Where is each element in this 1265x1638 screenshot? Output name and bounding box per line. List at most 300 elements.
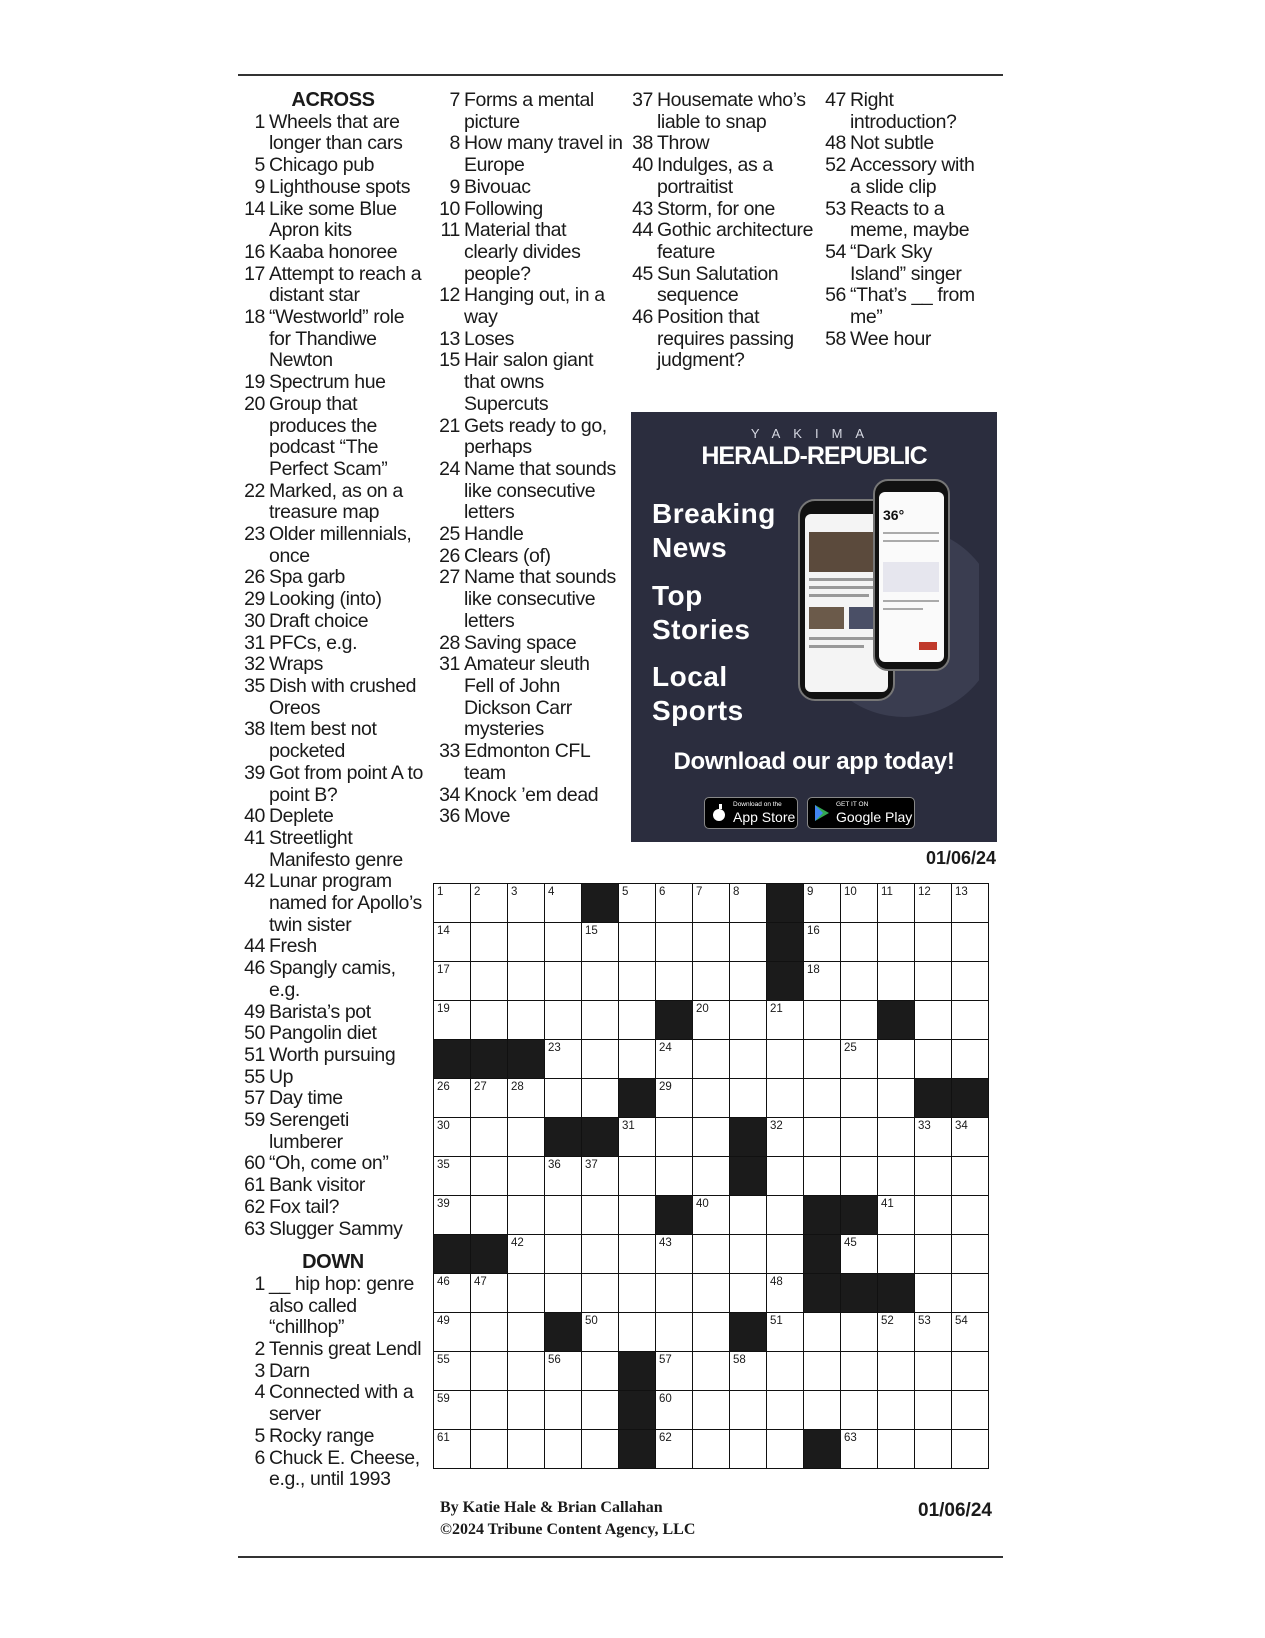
grid-cell[interactable]: [508, 884, 545, 923]
grid-cell[interactable]: [804, 1040, 841, 1079]
grid-cell[interactable]: [619, 1001, 656, 1040]
grid-cell[interactable]: [730, 884, 767, 923]
grid-cell[interactable]: [545, 1430, 582, 1469]
cell-number: 12: [918, 886, 931, 898]
grid-cell[interactable]: [582, 1157, 619, 1196]
clue-text: Indulges, as a portraitist: [657, 154, 773, 198]
grid-cell[interactable]: [841, 1001, 878, 1040]
clue-number: 51: [244, 1043, 265, 1066]
grid-cell[interactable]: [915, 962, 952, 1001]
grid-cell[interactable]: [434, 1391, 471, 1430]
grid-cell[interactable]: [841, 962, 878, 1001]
grid-cell[interactable]: [767, 1352, 804, 1391]
clue-item[interactable]: [243, 264, 423, 307]
grid-cell[interactable]: [730, 1391, 767, 1430]
grid-cell[interactable]: [767, 1079, 804, 1118]
grid-cell[interactable]: [693, 1157, 730, 1196]
grid-cell[interactable]: [915, 923, 952, 962]
grid-cell[interactable]: [545, 1391, 582, 1430]
clue-item[interactable]: [824, 155, 984, 198]
clue-item[interactable]: [243, 936, 423, 958]
grid-cell[interactable]: [878, 1313, 915, 1352]
grid-cell[interactable]: [434, 1001, 471, 1040]
grid-cell[interactable]: [508, 1235, 545, 1274]
grid-cell[interactable]: [878, 1118, 915, 1157]
grid-cell[interactable]: [693, 1079, 730, 1118]
grid-cell[interactable]: [582, 923, 619, 962]
grid-cell[interactable]: [693, 1391, 730, 1430]
clue-item[interactable]: [438, 416, 623, 459]
grid-cell[interactable]: [952, 1235, 989, 1274]
grid-cell[interactable]: [434, 884, 471, 923]
clue-item[interactable]: [243, 1067, 423, 1089]
grid-cell[interactable]: [582, 1352, 619, 1391]
grid-cell[interactable]: [915, 1157, 952, 1196]
clue-item[interactable]: [243, 806, 423, 828]
grid-block: [767, 884, 804, 923]
grid-cell[interactable]: [915, 1118, 952, 1157]
grid-cell[interactable]: [841, 1157, 878, 1196]
grid-cell[interactable]: [730, 1079, 767, 1118]
grid-cell[interactable]: [804, 923, 841, 962]
grid-cell[interactable]: [841, 1079, 878, 1118]
clue-item[interactable]: [243, 676, 423, 719]
grid-cell[interactable]: [767, 1391, 804, 1430]
grid-cell[interactable]: [619, 1274, 656, 1313]
clue-item[interactable]: [243, 1023, 423, 1045]
clue-item[interactable]: [631, 307, 816, 372]
grid-cell[interactable]: [619, 1313, 656, 1352]
grid-cell[interactable]: [619, 1040, 656, 1079]
grid-cell[interactable]: [693, 1430, 730, 1469]
grid-cell[interactable]: [619, 884, 656, 923]
crossword-grid[interactable]: [433, 883, 989, 1469]
grid-cell[interactable]: [582, 1079, 619, 1118]
grid-cell[interactable]: [804, 1157, 841, 1196]
grid-cell[interactable]: [545, 962, 582, 1001]
grid-cell[interactable]: [582, 1001, 619, 1040]
clue-item[interactable]: [243, 828, 423, 871]
grid-cell[interactable]: [841, 1118, 878, 1157]
clue-text: Throw: [657, 132, 710, 155]
clue-item[interactable]: [243, 1175, 423, 1197]
grid-cell[interactable]: [656, 1274, 693, 1313]
grid-cell[interactable]: [841, 1313, 878, 1352]
grid-cell[interactable]: [619, 923, 656, 962]
grid-cell[interactable]: [767, 1040, 804, 1079]
clue-item[interactable]: [243, 155, 423, 177]
clue-number: 26: [439, 544, 460, 567]
grid-cell[interactable]: [545, 1040, 582, 1079]
grid-cell[interactable]: [545, 1001, 582, 1040]
grid-cell[interactable]: [693, 923, 730, 962]
clue-item[interactable]: [438, 741, 623, 784]
grid-cell[interactable]: [730, 1430, 767, 1469]
grid-cell[interactable]: [545, 884, 582, 923]
clue-item[interactable]: [631, 220, 816, 263]
grid-cell[interactable]: [582, 1235, 619, 1274]
clue-text: “Oh, come on”: [269, 1152, 389, 1175]
grid-cell[interactable]: [619, 1118, 656, 1157]
grid-cell[interactable]: [841, 1040, 878, 1079]
clue-number: 27: [439, 566, 460, 589]
clue-item[interactable]: [243, 589, 423, 611]
google-play-button[interactable]: [807, 797, 915, 829]
grid-cell[interactable]: [471, 884, 508, 923]
grid-cell[interactable]: [878, 1352, 915, 1391]
clue-item[interactable]: [438, 177, 623, 199]
grid-cell[interactable]: [508, 1352, 545, 1391]
clue-item[interactable]: [243, 719, 423, 762]
clue-item[interactable]: [631, 90, 816, 133]
grid-cell[interactable]: [952, 1001, 989, 1040]
grid-cell[interactable]: [619, 1235, 656, 1274]
clue-number: 38: [244, 718, 265, 741]
clue-number: 40: [244, 805, 265, 828]
grid-cell[interactable]: [508, 962, 545, 1001]
clue-item[interactable]: [243, 611, 423, 633]
grid-cell[interactable]: [582, 1040, 619, 1079]
clue-number: 37: [632, 89, 653, 111]
grid-cell[interactable]: [545, 1274, 582, 1313]
clue-item[interactable]: [243, 199, 423, 242]
grid-cell[interactable]: [915, 884, 952, 923]
grid-cell[interactable]: [656, 962, 693, 1001]
grid-cell[interactable]: [804, 1001, 841, 1040]
grid-cell[interactable]: [434, 1118, 471, 1157]
grid-cell[interactable]: [582, 1274, 619, 1313]
grid-cell[interactable]: [656, 1040, 693, 1079]
grid-cell[interactable]: [804, 1391, 841, 1430]
grid-cell[interactable]: [656, 1157, 693, 1196]
grid-cell[interactable]: [434, 1079, 471, 1118]
clue-item[interactable]: [438, 133, 623, 176]
clue-item[interactable]: [631, 133, 816, 155]
grid-cell[interactable]: [508, 1079, 545, 1118]
grid-cell[interactable]: [952, 1196, 989, 1235]
grid-cell[interactable]: [471, 1430, 508, 1469]
grid-cell[interactable]: [915, 1313, 952, 1352]
grid-cell[interactable]: [508, 1001, 545, 1040]
clue-item[interactable]: [438, 785, 623, 807]
grid-cell[interactable]: [767, 1313, 804, 1352]
grid-cell[interactable]: [619, 1157, 656, 1196]
grid-cell[interactable]: [693, 1352, 730, 1391]
clue-item[interactable]: [631, 264, 816, 307]
grid-cell[interactable]: [841, 1352, 878, 1391]
grid-cell[interactable]: [804, 962, 841, 1001]
cell-number: 26: [437, 1081, 450, 1093]
clue-item[interactable]: [243, 1110, 423, 1153]
clue-item[interactable]: [438, 459, 623, 524]
grid-cell[interactable]: [804, 884, 841, 923]
grid-cell[interactable]: [693, 1235, 730, 1274]
app-store-button[interactable]: [704, 797, 798, 829]
grid-cell[interactable]: [693, 1196, 730, 1235]
grid-cell[interactable]: [693, 962, 730, 1001]
clue-item[interactable]: [438, 546, 623, 568]
grid-cell[interactable]: [841, 1235, 878, 1274]
clue-text: Spectrum hue: [269, 371, 386, 394]
clue-item[interactable]: [243, 1382, 423, 1425]
clue-item[interactable]: [243, 372, 423, 394]
clue-item[interactable]: [631, 199, 816, 221]
grid-cell[interactable]: [767, 1157, 804, 1196]
grid-cell[interactable]: [434, 1313, 471, 1352]
clue-item[interactable]: [243, 763, 423, 806]
clue-item[interactable]: [243, 1197, 423, 1219]
clue-item[interactable]: [243, 177, 423, 199]
date-bottom: 01/06/24: [918, 1500, 992, 1521]
grid-cell[interactable]: [767, 1235, 804, 1274]
grid-cell[interactable]: [693, 1274, 730, 1313]
grid-cell[interactable]: [656, 1352, 693, 1391]
clue-item[interactable]: [243, 1002, 423, 1024]
clue-item[interactable]: [243, 524, 423, 567]
grid-cell[interactable]: [508, 1391, 545, 1430]
grid-cell[interactable]: [841, 1391, 878, 1430]
grid-cell[interactable]: [471, 1196, 508, 1235]
grid-cell[interactable]: [434, 1157, 471, 1196]
clue-item[interactable]: [438, 567, 623, 632]
grid-cell[interactable]: [693, 1313, 730, 1352]
grid-cell[interactable]: [878, 1157, 915, 1196]
grid-cell[interactable]: [471, 1118, 508, 1157]
clue-item[interactable]: [824, 133, 984, 155]
grid-cell[interactable]: [508, 1274, 545, 1313]
clue-item[interactable]: [438, 806, 623, 828]
grid-cell[interactable]: [545, 923, 582, 962]
grid-cell[interactable]: [952, 1118, 989, 1157]
clue-text: Spangly camis, e.g.: [269, 957, 396, 1001]
clue-item[interactable]: [438, 285, 623, 328]
grid-cell[interactable]: [878, 884, 915, 923]
grid-cell[interactable]: [656, 1079, 693, 1118]
grid-cell[interactable]: [841, 923, 878, 962]
grid-cell[interactable]: [915, 1001, 952, 1040]
grid-cell[interactable]: [767, 1196, 804, 1235]
grid-cell[interactable]: [545, 1157, 582, 1196]
grid-cell[interactable]: [508, 1157, 545, 1196]
clue-item[interactable]: [438, 633, 623, 655]
clue-item[interactable]: [243, 958, 423, 1001]
grid-cell[interactable]: [767, 1118, 804, 1157]
clue-item[interactable]: [438, 524, 623, 546]
grid-cell[interactable]: [915, 1430, 952, 1469]
grid-cell[interactable]: [952, 1157, 989, 1196]
grid-cell[interactable]: [730, 962, 767, 1001]
grid-cell[interactable]: [434, 923, 471, 962]
grid-cell[interactable]: [841, 1430, 878, 1469]
grid-cell[interactable]: [582, 1196, 619, 1235]
grid-cell[interactable]: [434, 1430, 471, 1469]
grid-cell[interactable]: [471, 1001, 508, 1040]
clue-number: 6: [254, 1446, 265, 1469]
clue-item[interactable]: [243, 1088, 423, 1110]
cell-number: 29: [659, 1081, 672, 1093]
grid-block: [841, 1274, 878, 1313]
grid-cell[interactable]: [471, 1157, 508, 1196]
grid-cell[interactable]: [878, 962, 915, 1001]
clue-item[interactable]: [631, 155, 816, 198]
grid-cell[interactable]: [915, 1391, 952, 1430]
grid-cell[interactable]: [952, 1352, 989, 1391]
grid-cell[interactable]: [471, 1313, 508, 1352]
grid-cell[interactable]: [952, 962, 989, 1001]
grid-cell[interactable]: [582, 1391, 619, 1430]
grid-cell[interactable]: [693, 1001, 730, 1040]
grid-cell[interactable]: [545, 1196, 582, 1235]
clue-item[interactable]: [243, 394, 423, 481]
grid-cell[interactable]: [730, 1235, 767, 1274]
grid-cell[interactable]: [952, 1391, 989, 1430]
clue-item[interactable]: [243, 871, 423, 936]
grid-cell[interactable]: [656, 1313, 693, 1352]
cell-number: 59: [437, 1393, 450, 1405]
clue-item[interactable]: [243, 654, 423, 676]
grid-cell[interactable]: [841, 884, 878, 923]
grid-cell[interactable]: [915, 1040, 952, 1079]
clue-item[interactable]: [243, 1339, 423, 1361]
clue-item[interactable]: [824, 329, 984, 351]
clue-item[interactable]: [438, 199, 623, 221]
clue-item[interactable]: [243, 1219, 423, 1241]
grid-cell[interactable]: [508, 923, 545, 962]
cell-number: 33: [918, 1120, 931, 1132]
grid-cell[interactable]: [878, 1079, 915, 1118]
grid-cell[interactable]: [915, 1196, 952, 1235]
clue-item[interactable]: [243, 307, 423, 372]
clue-item[interactable]: [438, 350, 623, 415]
grid-cell[interactable]: [767, 1001, 804, 1040]
grid-cell[interactable]: [693, 884, 730, 923]
grid-cell[interactable]: [471, 1079, 508, 1118]
grid-block: [804, 1235, 841, 1274]
grid-cell[interactable]: [656, 1235, 693, 1274]
grid-cell[interactable]: [915, 1352, 952, 1391]
grid-cell[interactable]: [619, 1196, 656, 1235]
grid-cell[interactable]: [656, 1391, 693, 1430]
grid-cell[interactable]: [804, 1313, 841, 1352]
clue-item[interactable]: [243, 1361, 423, 1383]
grid-cell[interactable]: [878, 923, 915, 962]
grid-cell[interactable]: [804, 1118, 841, 1157]
grid-cell[interactable]: [878, 1430, 915, 1469]
grid-cell[interactable]: [730, 1040, 767, 1079]
grid-cell[interactable]: [545, 1079, 582, 1118]
grid-block: [471, 1235, 508, 1274]
grid-cell[interactable]: [693, 1118, 730, 1157]
clue-number: 55: [244, 1065, 265, 1088]
grid-row: [434, 1040, 989, 1079]
clue-text: Amateur sleuth Fell of John Dickson Carr mysteries: [464, 653, 590, 741]
grid-cell[interactable]: [508, 1196, 545, 1235]
clue-item[interactable]: [824, 199, 984, 242]
grid-cell[interactable]: [434, 1352, 471, 1391]
grid-cell[interactable]: [878, 1040, 915, 1079]
clue-item[interactable]: [243, 481, 423, 524]
grid-cell[interactable]: [619, 962, 656, 1001]
grid-cell[interactable]: [508, 1313, 545, 1352]
grid-cell[interactable]: [878, 1235, 915, 1274]
grid-cell[interactable]: [878, 1391, 915, 1430]
grid-cell[interactable]: [730, 1352, 767, 1391]
grid-cell[interactable]: [656, 923, 693, 962]
grid-cell[interactable]: [730, 1196, 767, 1235]
grid-cell[interactable]: [582, 1313, 619, 1352]
grid-block: [545, 1313, 582, 1352]
grid-cell[interactable]: [730, 1001, 767, 1040]
grid-cell[interactable]: [434, 1196, 471, 1235]
grid-cell[interactable]: [915, 1274, 952, 1313]
grid-cell[interactable]: [434, 962, 471, 1001]
grid-cell[interactable]: [878, 1196, 915, 1235]
grid-cell[interactable]: [767, 1430, 804, 1469]
grid-cell[interactable]: [952, 884, 989, 923]
grid-cell[interactable]: [471, 1352, 508, 1391]
grid-cell[interactable]: [471, 962, 508, 1001]
clue-item[interactable]: [438, 329, 623, 351]
clue-item[interactable]: [243, 112, 423, 155]
grid-cell[interactable]: [656, 1430, 693, 1469]
clue-item[interactable]: [243, 633, 423, 655]
clue-text: Gets ready to go, perhaps: [464, 414, 607, 459]
clue-item[interactable]: [824, 90, 984, 133]
clue-item[interactable]: [243, 567, 423, 589]
grid-cell[interactable]: [952, 1274, 989, 1313]
grid-cell[interactable]: [508, 1118, 545, 1157]
grid-cell[interactable]: [582, 962, 619, 1001]
grid-cell[interactable]: [952, 1430, 989, 1469]
clue-item[interactable]: [243, 1274, 423, 1339]
clue-item[interactable]: [438, 220, 623, 285]
clue-item[interactable]: [438, 90, 623, 133]
grid-cell[interactable]: [471, 923, 508, 962]
grid-cell[interactable]: [804, 1352, 841, 1391]
grid-cell[interactable]: [656, 1118, 693, 1157]
grid-cell[interactable]: [545, 1352, 582, 1391]
clue-item[interactable]: [824, 285, 984, 328]
app-advertisement[interactable]: [631, 412, 997, 842]
clue-item[interactable]: [824, 242, 984, 285]
cell-number: 37: [585, 1159, 598, 1171]
clue-number: 14: [244, 197, 265, 220]
grid-cell[interactable]: [804, 1079, 841, 1118]
grid-cell[interactable]: [915, 1235, 952, 1274]
cell-number: 34: [955, 1120, 968, 1132]
grid-cell[interactable]: [952, 923, 989, 962]
grid-cell[interactable]: [952, 1040, 989, 1079]
grid-cell[interactable]: [471, 1391, 508, 1430]
grid-cell[interactable]: [730, 923, 767, 962]
grid-cell[interactable]: [434, 1274, 471, 1313]
grid-cell[interactable]: [545, 1235, 582, 1274]
grid-cell[interactable]: [582, 1430, 619, 1469]
clue-item[interactable]: [243, 1045, 423, 1067]
grid-cell[interactable]: [767, 1274, 804, 1313]
clue-item[interactable]: [243, 1426, 423, 1448]
grid-cell[interactable]: [693, 1040, 730, 1079]
grid-cell[interactable]: [471, 1274, 508, 1313]
clue-item[interactable]: [243, 1448, 423, 1491]
grid-cell[interactable]: [730, 1274, 767, 1313]
grid-cell[interactable]: [508, 1430, 545, 1469]
grid-cell[interactable]: [656, 884, 693, 923]
clue-item[interactable]: [243, 242, 423, 264]
clue-item[interactable]: [438, 654, 623, 741]
clue-item[interactable]: [243, 1153, 423, 1175]
grid-cell[interactable]: [952, 1313, 989, 1352]
